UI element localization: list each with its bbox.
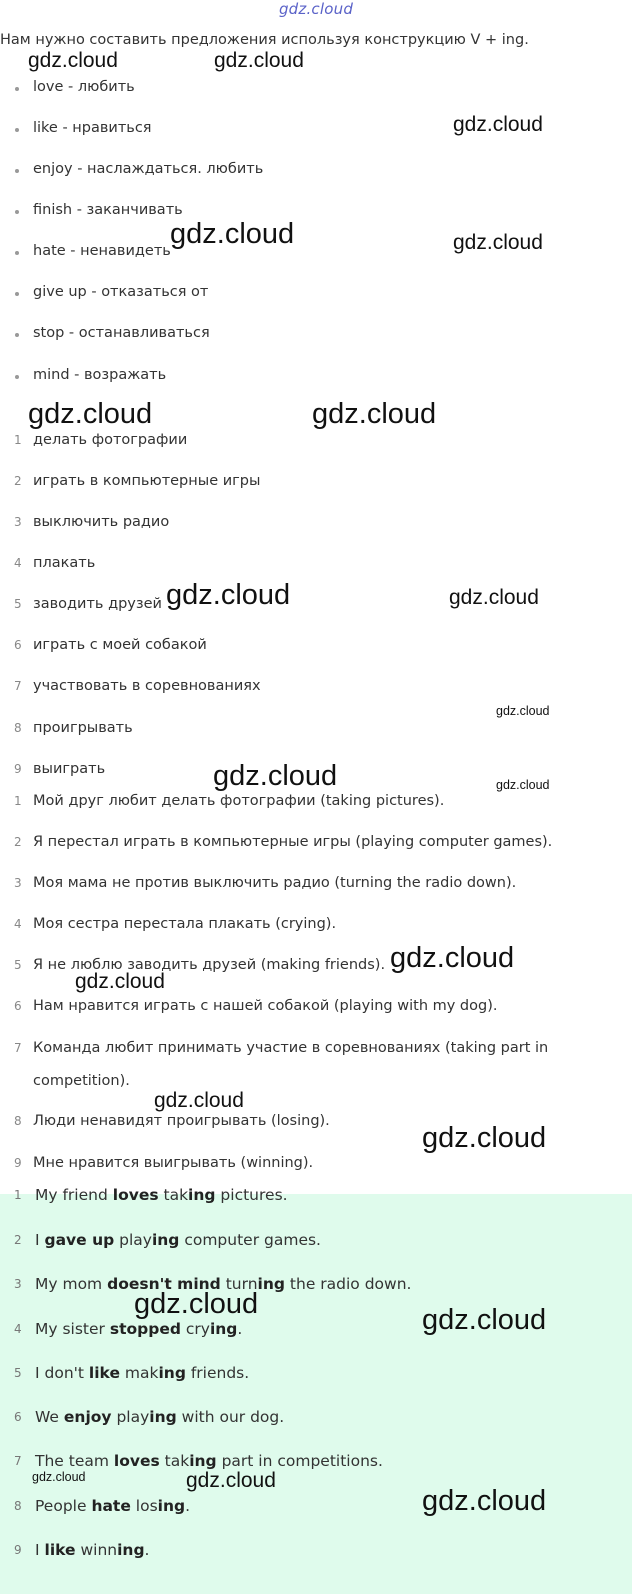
bullet-dot-icon (15, 169, 19, 173)
watermark: gdz.cloud (28, 49, 118, 72)
watermark: gdz.cloud (422, 1122, 547, 1154)
answer-box: 1 My friend loves taking pictures. 2 I gave up playing computer games. 3 My mom doesn't mind turning the radio down. 4 My sister stopped crying. 5 I don't like making friends. 6 We enjoy playing with our dog. 7 The team loves taking part in competitions. 8 People hate losing. 9 I like winning. (0, 1194, 632, 1594)
watermark: gdz.cloud (32, 1470, 86, 1484)
bullet-dot-icon (15, 375, 19, 379)
watermark: gdz.cloud (213, 760, 338, 792)
bullet-dot-icon (15, 292, 19, 296)
watermark: gdz.cloud (312, 398, 437, 430)
bullet-dot-icon (15, 333, 19, 337)
bullet-dot-icon (15, 210, 19, 214)
watermark: gdz.cloud (154, 1089, 244, 1112)
watermark: gdz.cloud (28, 398, 153, 430)
watermark: gdz.cloud (186, 1469, 276, 1492)
intro-text: Нам нужно составить предложения используя конструкцию V + ing. (0, 32, 529, 48)
watermark: gdz.cloud (496, 704, 550, 718)
bullet-dot-icon (15, 128, 19, 132)
watermark: gdz.cloud (134, 1288, 259, 1320)
bullet-dot-icon (15, 251, 19, 255)
watermark: gdz.cloud (214, 49, 304, 72)
watermark: gdz.cloud (422, 1304, 547, 1336)
watermark: gdz.cloud (496, 778, 550, 792)
watermark: gdz.cloud (166, 579, 291, 611)
watermark: gdz.cloud (449, 586, 539, 609)
watermark: gdz.cloud (390, 942, 515, 974)
watermark: gdz.cloud (75, 970, 165, 993)
watermark: gdz.cloud (170, 218, 295, 250)
watermark: gdz.cloud (422, 1485, 547, 1517)
site-logo: gdz.cloud (278, 0, 354, 18)
watermark: gdz.cloud (453, 113, 543, 136)
watermark: gdz.cloud (453, 231, 543, 254)
bullet-dot-icon (15, 87, 19, 91)
